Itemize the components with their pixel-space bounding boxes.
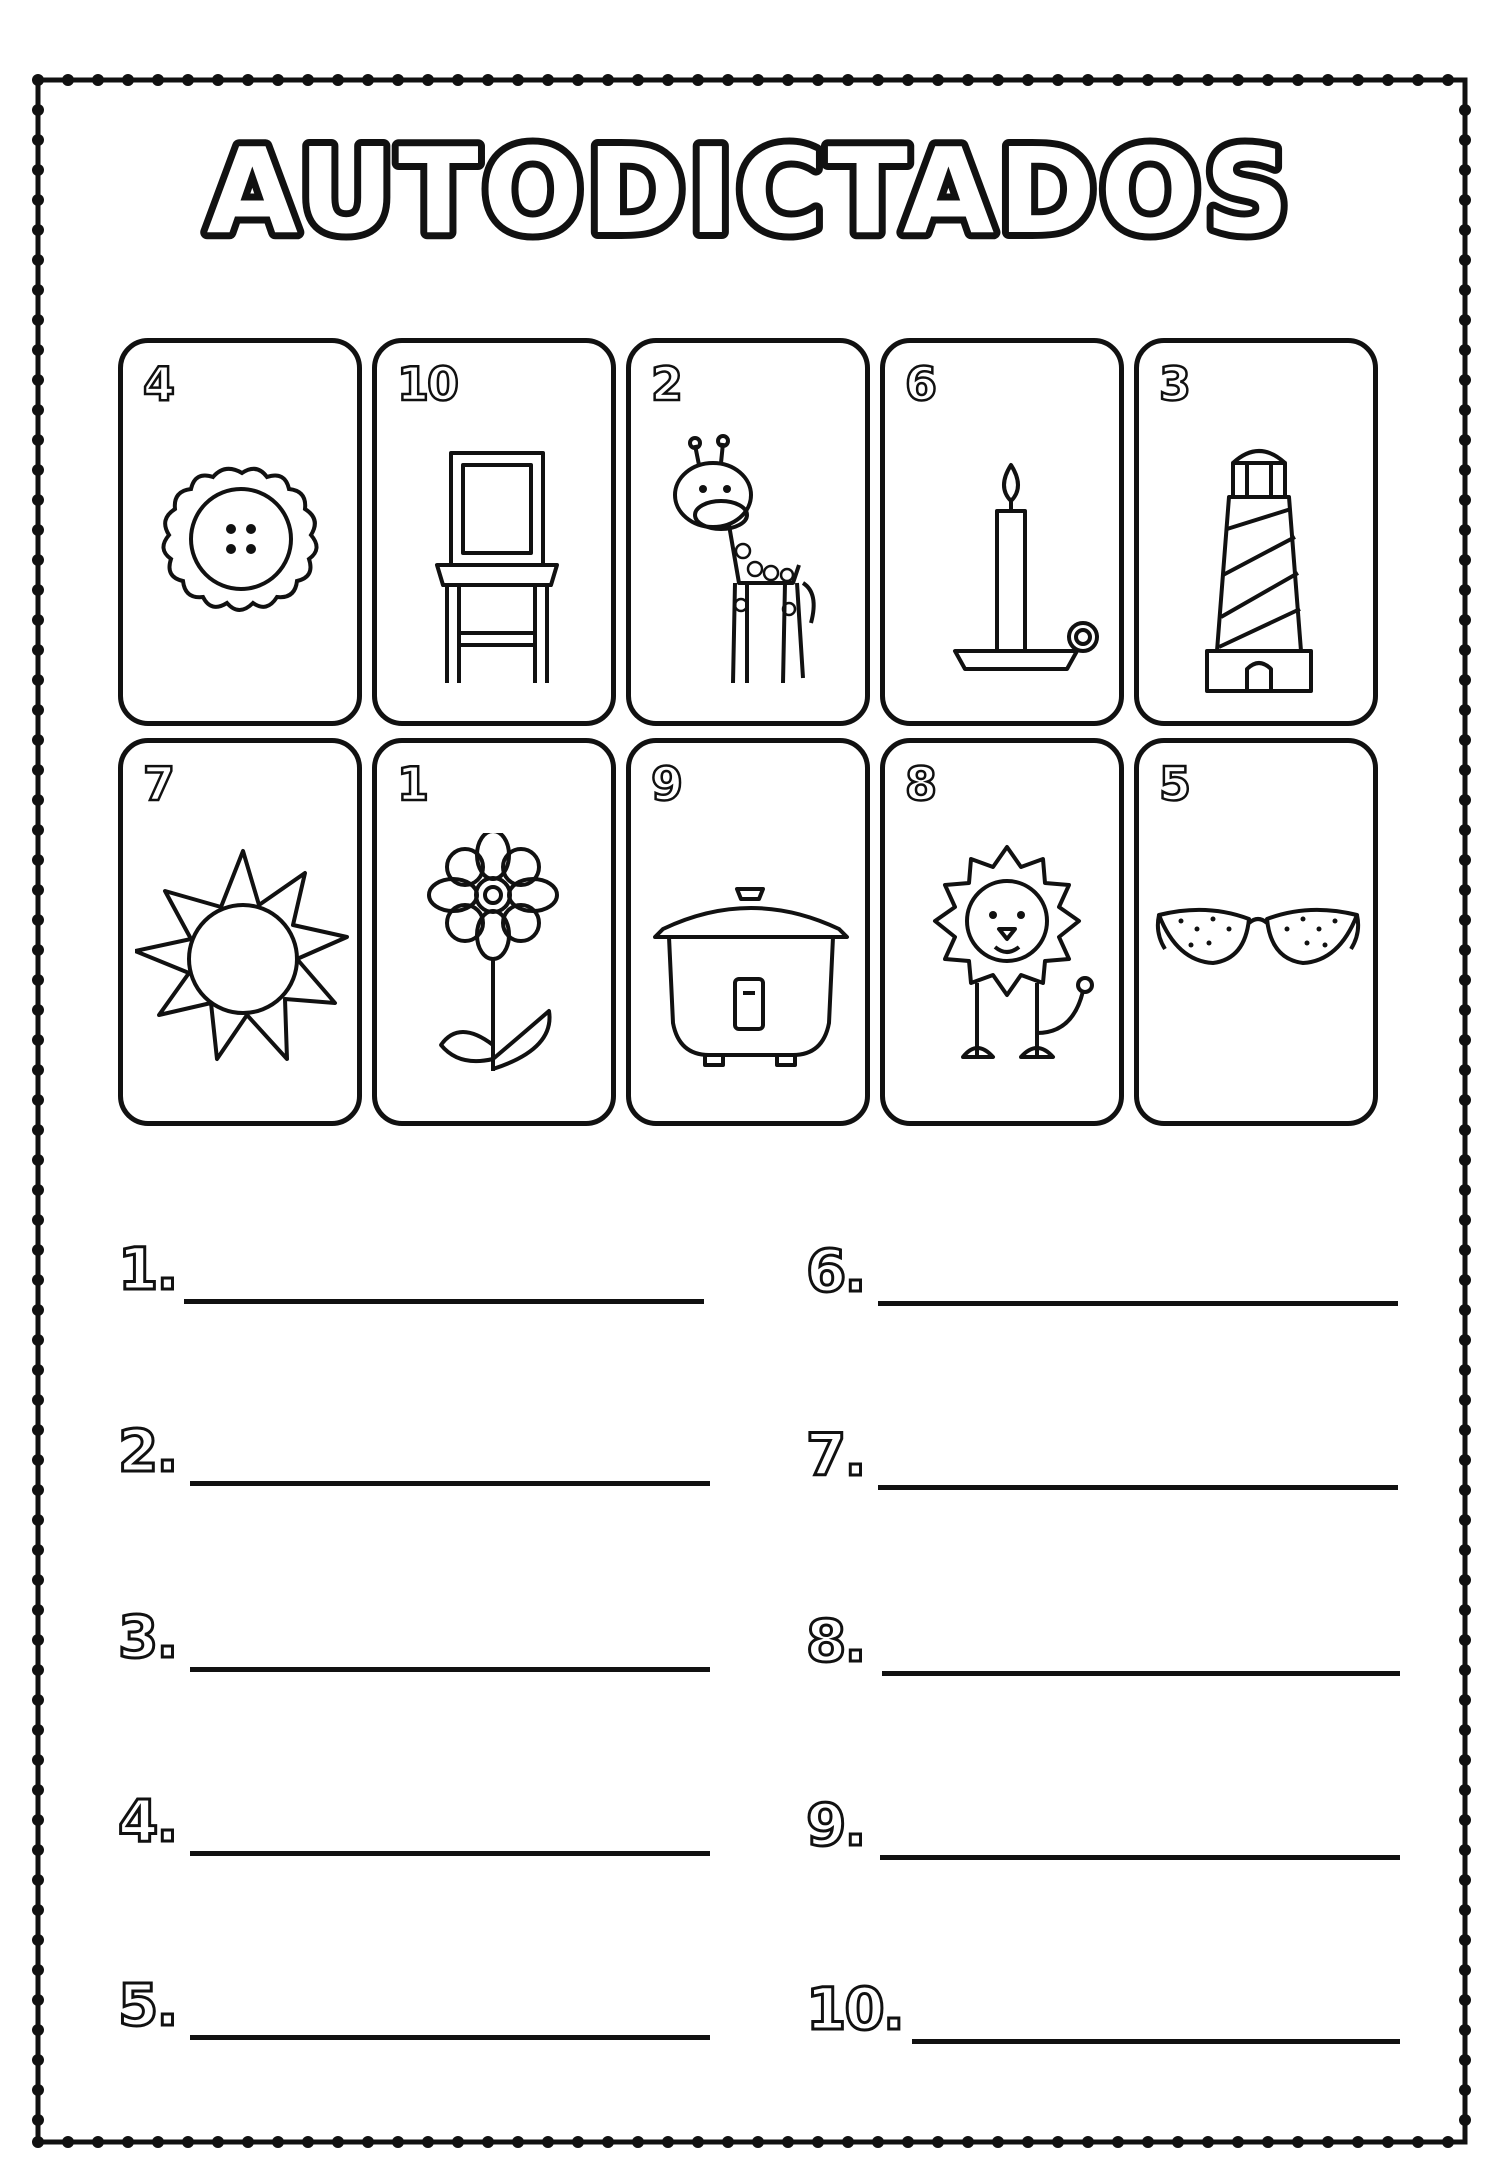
border-bead	[272, 2136, 284, 2148]
card-number: 8	[905, 757, 936, 811]
border-bead	[1459, 944, 1471, 956]
border-bead	[32, 1184, 44, 1196]
border-bead	[752, 2136, 764, 2148]
border-bead	[1459, 854, 1471, 866]
writing-line[interactable]	[190, 2035, 710, 2040]
card-number: 5	[1159, 757, 1190, 811]
border-bead	[32, 374, 44, 386]
border-bead	[512, 74, 524, 86]
border-bead	[1459, 1244, 1471, 1256]
border-bead	[1459, 1334, 1471, 1346]
border-bead	[632, 74, 644, 86]
border-bead	[32, 2114, 44, 2126]
border-bead	[692, 2136, 704, 2148]
border-bead	[542, 74, 554, 86]
border-bead	[1459, 314, 1471, 326]
border-bead	[32, 494, 44, 506]
border-bead	[32, 674, 44, 686]
border-bead	[662, 74, 674, 86]
border-bead	[32, 1334, 44, 1346]
border-bead	[32, 644, 44, 656]
border-bead	[1459, 1994, 1471, 2006]
border-bead	[902, 2136, 914, 2148]
border-bead	[32, 1784, 44, 1796]
border-bead	[32, 734, 44, 746]
border-bead	[62, 74, 74, 86]
answer-line-6[interactable]	[806, 1237, 1400, 1312]
border-bead	[32, 1034, 44, 1046]
border-bead	[1459, 434, 1471, 446]
border-bead	[602, 2136, 614, 2148]
border-bead	[32, 1844, 44, 1856]
border-bead	[1352, 2136, 1364, 2148]
border-bead	[152, 74, 164, 86]
border-bead	[992, 2136, 1004, 2148]
giraffe-icon	[643, 433, 857, 713]
writing-line[interactable]	[878, 1485, 1398, 1490]
picture-card	[1134, 738, 1378, 1126]
border-bead	[392, 74, 404, 86]
border-bead	[1082, 2136, 1094, 2148]
border-bead	[1459, 1664, 1471, 1676]
border-bead	[32, 584, 44, 596]
line-number: 7.	[806, 1421, 865, 1489]
border-bead	[1459, 794, 1471, 806]
border-bead	[32, 1634, 44, 1646]
card-number: 9	[651, 757, 682, 811]
border-bead	[32, 1064, 44, 1076]
rice-cooker-icon	[643, 833, 857, 1113]
border-bead	[32, 944, 44, 956]
border-bead	[662, 2136, 674, 2148]
border-bead	[362, 2136, 374, 2148]
border-bead	[1459, 1064, 1471, 1076]
border-bead	[902, 74, 914, 86]
card-number: 4	[143, 357, 174, 411]
border-bead	[32, 1124, 44, 1136]
writing-line[interactable]	[184, 1299, 704, 1304]
page-title	[0, 110, 1500, 290]
border-bead	[962, 2136, 974, 2148]
border-bead	[1459, 1184, 1471, 1196]
border-bead	[1442, 2136, 1454, 2148]
border-bead	[272, 74, 284, 86]
picture-card	[118, 738, 362, 1126]
border-bead	[842, 74, 854, 86]
border-bead	[452, 2136, 464, 2148]
border-bead	[1459, 1424, 1471, 1436]
border-bead	[1382, 2136, 1394, 2148]
card-number: 3	[1159, 357, 1190, 411]
border-bead	[32, 1154, 44, 1166]
border-bead	[32, 1484, 44, 1496]
border-bead	[1459, 1724, 1471, 1736]
border-bead	[1459, 2054, 1471, 2066]
border-bead	[32, 1604, 44, 1616]
line-number: 2.	[118, 1417, 177, 1485]
border-bead	[32, 1274, 44, 1286]
writing-line[interactable]	[190, 1481, 710, 1486]
border-bead	[1459, 554, 1471, 566]
border-bead	[1459, 1484, 1471, 1496]
border-bead	[542, 2136, 554, 2148]
border-bead	[1459, 1604, 1471, 1616]
border-bead	[302, 2136, 314, 2148]
border-bead	[32, 884, 44, 896]
border-bead	[32, 1814, 44, 1826]
card-number: 2	[651, 357, 682, 411]
border-bead	[32, 524, 44, 536]
chair-icon	[389, 433, 603, 713]
border-bead	[1459, 614, 1471, 626]
border-bead	[1262, 2136, 1274, 2148]
line-number: 4.	[118, 1787, 177, 1855]
border-bead	[1232, 2136, 1244, 2148]
border-bead	[1082, 74, 1094, 86]
border-bead	[1459, 2084, 1471, 2096]
border-bead	[842, 2136, 854, 2148]
border-bead	[32, 614, 44, 626]
border-bead	[1459, 374, 1471, 386]
border-bead	[872, 2136, 884, 2148]
border-bead	[1459, 494, 1471, 506]
border-bead	[332, 74, 344, 86]
writing-line[interactable]	[190, 1851, 710, 1856]
border-bead	[122, 2136, 134, 2148]
border-bead	[1412, 2136, 1424, 2148]
card-number: 6	[905, 357, 936, 411]
border-bead	[632, 2136, 644, 2148]
border-bead	[32, 1454, 44, 1466]
border-bead	[812, 2136, 824, 2148]
border-bead	[1459, 1844, 1471, 1856]
line-number: 6.	[806, 1237, 865, 1305]
border-bead	[1459, 824, 1471, 836]
border-bead	[1459, 1694, 1471, 1706]
border-bead	[62, 2136, 74, 2148]
border-bead	[32, 1904, 44, 1916]
border-bead	[1459, 344, 1471, 356]
border-bead	[182, 74, 194, 86]
border-bead	[32, 314, 44, 326]
border-bead	[1459, 1874, 1471, 1886]
border-bead	[1232, 74, 1244, 86]
border-bead	[32, 434, 44, 446]
border-bead	[1459, 464, 1471, 476]
border-bead	[32, 1394, 44, 1406]
border-bead	[32, 1754, 44, 1766]
border-bead	[1322, 74, 1334, 86]
border-bead	[1412, 74, 1424, 86]
border-bead	[362, 74, 374, 86]
line-number: 3.	[118, 1603, 177, 1671]
border-bead	[32, 1424, 44, 1436]
answer-line-1[interactable]	[118, 1235, 708, 1310]
title-text: AUTODICTADOS	[206, 122, 1294, 260]
border-bead	[92, 2136, 104, 2148]
border-bead	[1459, 1094, 1471, 1106]
border-bead	[182, 2136, 194, 2148]
border-bead	[1459, 404, 1471, 416]
answer-line-4[interactable]	[118, 1787, 714, 1862]
border-bead	[1459, 1754, 1471, 1766]
button-icon	[135, 433, 349, 713]
border-bead	[1052, 74, 1064, 86]
border-bead	[32, 974, 44, 986]
border-bead	[572, 74, 584, 86]
border-bead	[32, 704, 44, 716]
border-bead	[1382, 74, 1394, 86]
picture-card	[626, 338, 870, 726]
writing-line[interactable]	[190, 1667, 710, 1672]
border-bead	[32, 464, 44, 476]
border-bead	[1459, 2114, 1471, 2126]
answer-line-2[interactable]	[118, 1417, 714, 1492]
border-bead	[1459, 674, 1471, 686]
answer-line-3[interactable]	[118, 1603, 714, 1678]
border-bead	[32, 1994, 44, 2006]
border-bead	[32, 1694, 44, 1706]
picture-card	[372, 338, 616, 726]
sun-icon	[135, 833, 349, 1113]
border-bead	[482, 74, 494, 86]
border-bead	[32, 1004, 44, 1016]
border-bead	[332, 2136, 344, 2148]
picture-card	[118, 338, 362, 726]
answer-line-5[interactable]	[118, 1971, 714, 2046]
border-bead	[32, 914, 44, 926]
border-bead	[572, 2136, 584, 2148]
border-bead	[1459, 1394, 1471, 1406]
border-bead	[32, 2136, 44, 2148]
border-bead	[1459, 1274, 1471, 1286]
border-bead	[212, 74, 224, 86]
border-bead	[452, 74, 464, 86]
border-bead	[32, 1874, 44, 1886]
border-bead	[482, 2136, 494, 2148]
border-bead	[1202, 74, 1214, 86]
border-bead	[722, 74, 734, 86]
picture-card	[626, 738, 870, 1126]
border-bead	[1112, 74, 1124, 86]
border-bead	[1459, 1124, 1471, 1136]
border-bead	[92, 74, 104, 86]
border-bead	[32, 1544, 44, 1556]
border-bead	[752, 74, 764, 86]
picture-card	[1134, 338, 1378, 726]
border-bead	[1142, 74, 1154, 86]
border-bead	[32, 764, 44, 776]
border-bead	[1459, 1214, 1471, 1226]
border-bead	[512, 2136, 524, 2148]
lion-icon	[897, 833, 1111, 1113]
border-bead	[1459, 1304, 1471, 1316]
answer-line-10[interactable]	[806, 1975, 1400, 2050]
line-number: 5.	[118, 1971, 177, 2039]
border-bead	[1202, 2136, 1214, 2148]
border-bead	[1459, 914, 1471, 926]
writing-line[interactable]	[912, 2039, 1400, 2044]
border-bead	[1459, 1364, 1471, 1376]
border-bead	[1459, 1154, 1471, 1166]
writing-line[interactable]	[880, 1855, 1400, 1860]
border-bead	[992, 74, 1004, 86]
line-number: 1.	[118, 1235, 177, 1303]
border-bead	[782, 2136, 794, 2148]
border-bead	[32, 2054, 44, 2066]
lighthouse-icon	[1151, 433, 1365, 713]
border-bead	[152, 2136, 164, 2148]
border-bead	[1172, 2136, 1184, 2148]
border-bead	[1262, 74, 1274, 86]
answer-line-9[interactable]	[806, 1791, 1400, 1866]
border-bead	[422, 74, 434, 86]
border-bead	[32, 1514, 44, 1526]
border-bead	[1459, 1784, 1471, 1796]
picture-card	[372, 738, 616, 1126]
border-bead	[32, 2024, 44, 2036]
border-bead	[1292, 74, 1304, 86]
border-bead	[1459, 1034, 1471, 1046]
border-bead	[422, 2136, 434, 2148]
border-bead	[32, 1304, 44, 1316]
border-bead	[1459, 1544, 1471, 1556]
border-bead	[1459, 1904, 1471, 1916]
border-bead	[1459, 764, 1471, 776]
border-bead	[32, 554, 44, 566]
border-bead	[962, 74, 974, 86]
answer-line-8[interactable]	[806, 1607, 1400, 1682]
border-bead	[1459, 734, 1471, 746]
candle-icon	[897, 433, 1111, 713]
card-number: 1	[397, 757, 428, 811]
picture-card	[880, 738, 1124, 1126]
border-bead	[32, 1574, 44, 1586]
border-bead	[1352, 74, 1364, 86]
border-bead	[32, 1094, 44, 1106]
border-bead	[392, 2136, 404, 2148]
border-bead	[212, 2136, 224, 2148]
border-bead	[1459, 1964, 1471, 1976]
line-number: 8.	[806, 1607, 865, 1675]
border-bead	[122, 74, 134, 86]
border-bead	[1459, 1514, 1471, 1526]
border-bead	[1442, 74, 1454, 86]
border-bead	[1322, 2136, 1334, 2148]
line-number: 10.	[806, 1975, 903, 2043]
border-bead	[242, 2136, 254, 2148]
border-bead	[1459, 1634, 1471, 1646]
border-bead	[1459, 974, 1471, 986]
border-bead	[1142, 2136, 1154, 2148]
card-number: 7	[143, 757, 174, 811]
border-bead	[1459, 2024, 1471, 2036]
border-bead	[32, 1724, 44, 1736]
border-bead	[32, 854, 44, 866]
border-bead	[1459, 1934, 1471, 1946]
border-bead	[932, 2136, 944, 2148]
border-bead	[872, 74, 884, 86]
border-bead	[1172, 74, 1184, 86]
border-bead	[1459, 1574, 1471, 1586]
border-bead	[722, 2136, 734, 2148]
border-bead	[1022, 74, 1034, 86]
border-bead	[932, 74, 944, 86]
line-number: 9.	[806, 1791, 865, 1859]
border-bead	[32, 404, 44, 416]
border-bead	[692, 74, 704, 86]
border-bead	[1459, 704, 1471, 716]
border-bead	[32, 824, 44, 836]
border-bead	[32, 794, 44, 806]
border-bead	[1459, 1004, 1471, 1016]
answer-line-7[interactable]	[806, 1421, 1400, 1496]
border-bead	[1459, 1814, 1471, 1826]
border-bead	[1459, 584, 1471, 596]
border-bead	[32, 1244, 44, 1256]
border-bead	[1459, 884, 1471, 896]
border-bead	[302, 74, 314, 86]
flower-icon	[389, 833, 603, 1113]
border-bead	[32, 2084, 44, 2096]
border-bead	[1292, 2136, 1304, 2148]
border-bead	[1459, 524, 1471, 536]
card-number: 10	[397, 357, 458, 411]
border-bead	[32, 1664, 44, 1676]
border-bead	[32, 74, 44, 86]
border-bead	[782, 74, 794, 86]
sunglasses-icon	[1151, 833, 1365, 1113]
border-bead	[32, 344, 44, 356]
border-bead	[1022, 2136, 1034, 2148]
border-bead	[1459, 1454, 1471, 1466]
border-bead	[1112, 2136, 1124, 2148]
border-bead	[1459, 644, 1471, 656]
border-bead	[32, 1364, 44, 1376]
border-bead	[32, 1964, 44, 1976]
border-bead	[812, 74, 824, 86]
border-bead	[1052, 2136, 1064, 2148]
border-bead	[242, 74, 254, 86]
writing-line[interactable]	[878, 1301, 1398, 1306]
border-bead	[32, 1934, 44, 1946]
picture-card	[880, 338, 1124, 726]
border-bead	[32, 1214, 44, 1226]
border-bead	[602, 74, 614, 86]
writing-line[interactable]	[882, 1671, 1400, 1676]
